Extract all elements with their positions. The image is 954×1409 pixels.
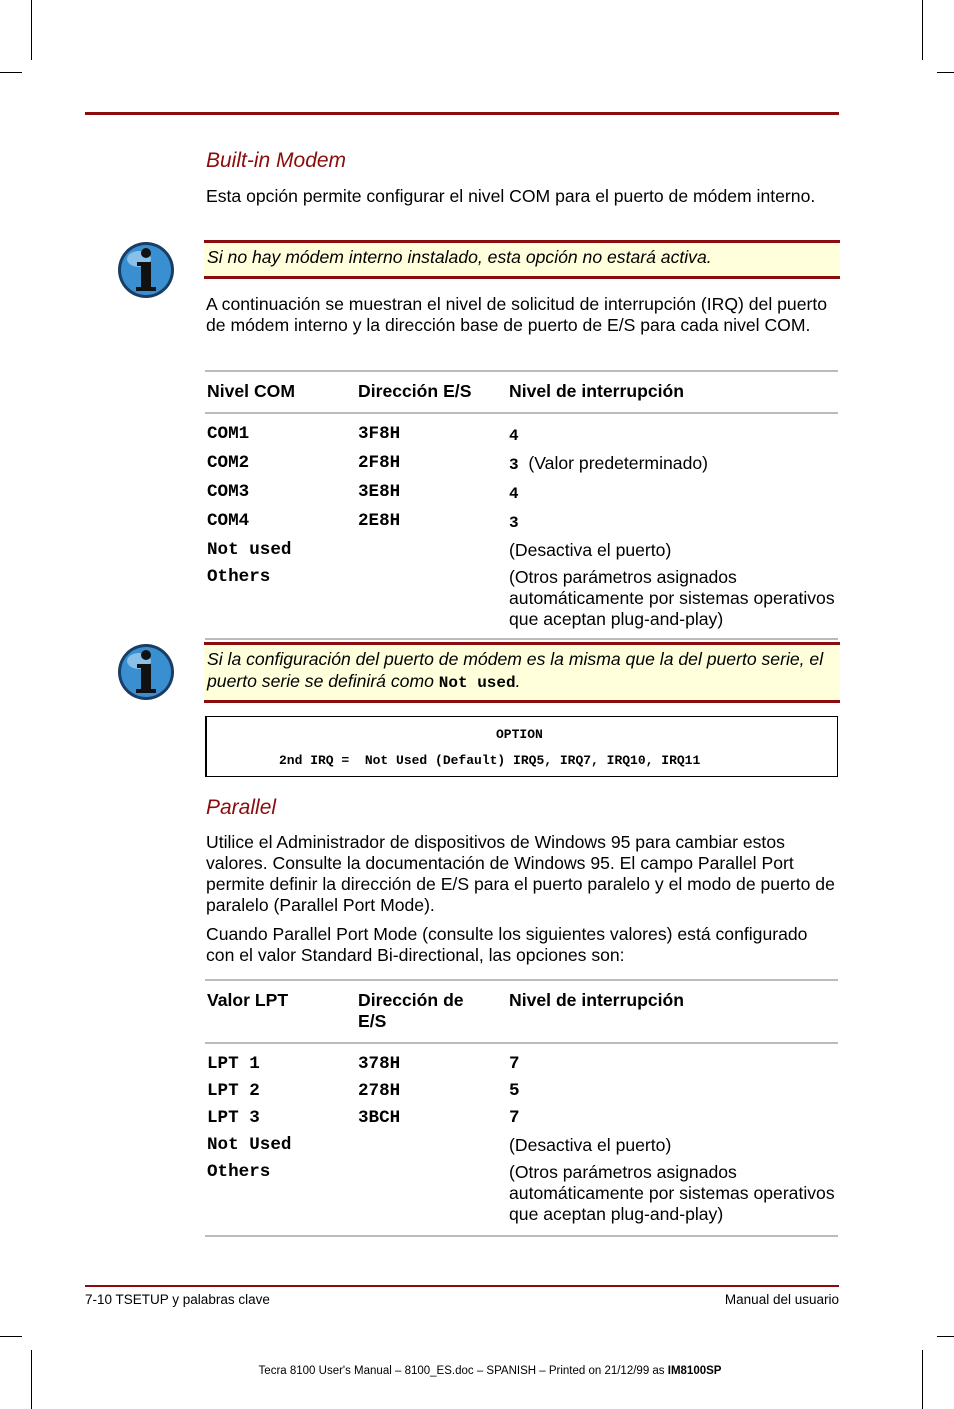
lpt-value: LPT 3 (207, 1108, 260, 1128)
footer-rule (85, 1285, 839, 1287)
irq-value: 3 (509, 514, 519, 532)
crop-mark (922, 1350, 923, 1409)
irq-cell (507, 450, 838, 479)
io-address (356, 1159, 507, 1236)
crop-mark (0, 1336, 22, 1337)
irq-note: (Desactiva el puerto) (509, 1135, 672, 1155)
io-address: 2E8H (358, 511, 401, 531)
note-end: . (515, 670, 521, 691)
table-row (205, 508, 838, 537)
table-header-row (205, 371, 838, 413)
table-row (205, 413, 838, 450)
irq-note: (Otros parámetros asignados automáticamente por sistemas operativos que aceptan plug-and-play) (509, 1162, 835, 1224)
irq-cell (507, 479, 838, 508)
option-title: OPTION (496, 727, 543, 742)
com-level: COM2 (207, 453, 250, 473)
column-header: Valor LPT (207, 990, 289, 1010)
lpt-value: LPT 2 (207, 1081, 260, 1101)
note-text: Si la configuración del puerto de módem es la misma que la del puerto serie, el puerto serie se definirá como (207, 649, 824, 691)
info-icon (117, 643, 175, 701)
crop-mark (31, 0, 32, 60)
io-address: 3E8H (358, 482, 401, 502)
table-row (205, 564, 838, 639)
io-address: 378H (358, 1054, 401, 1074)
com-level: COM3 (207, 482, 250, 502)
com-level: Others (207, 567, 271, 587)
table-row (205, 1078, 838, 1105)
footer-page-label: 7-10 TSETUP y palabras clave (85, 1292, 270, 1307)
column-header: Nivel COM (207, 381, 295, 401)
io-address (356, 1132, 507, 1159)
section-heading-modem: Built-in Modem (206, 149, 347, 172)
irq-value: 4 (509, 427, 519, 445)
info-icon (117, 241, 175, 299)
note-text: Si no hay módem interno instalado, esta opción no estará activa. (207, 247, 712, 267)
note-no-modem (204, 240, 840, 279)
print-info-text: Tecra 8100 User's Manual – 8100_ES.doc – SPANISH – Printed on 21/12/99 as (258, 1365, 668, 1377)
crop-mark (31, 1350, 32, 1409)
lpt-value: LPT 1 (207, 1054, 260, 1074)
io-address (356, 537, 507, 564)
column-header: Nivel de interrupción (509, 990, 684, 1010)
footer-manual-title: Manual del usuario (724, 1292, 839, 1307)
lpt-value: Not Used (207, 1135, 292, 1155)
irq-value: 7 (509, 1054, 520, 1074)
crop-mark (0, 72, 22, 73)
irq-value: 7 (509, 1108, 520, 1128)
io-address: 3BCH (358, 1108, 401, 1128)
option-line: 2nd IRQ = Not Used (Default) IRQ5, IRQ7, IRQ10, IRQ11 (279, 753, 701, 768)
irq-note: (Valor predeterminado) (528, 453, 708, 473)
irq-value: 5 (509, 1081, 520, 1101)
table-row (205, 1159, 838, 1236)
com-level: COM1 (207, 424, 250, 444)
table-row (205, 537, 838, 564)
io-address: 278H (358, 1081, 401, 1101)
table-row (205, 450, 838, 479)
option-code-box (205, 716, 838, 777)
lpt-value: Others (207, 1162, 271, 1182)
parallel-paragraph-1: Utilice el Administrador de dispositivos de Windows 95 para cambiar estos valores. Consulte la documentación de Windows 95. El campo Parallel Port permite definir la dirección de E/S para el puerto paralelo y el modo de puerto de paralelo (Parallel Port Mode). (206, 832, 835, 915)
column-header: Nivel de interrupción (509, 381, 684, 401)
irq-value: 3 (509, 456, 519, 474)
table-row (205, 479, 838, 508)
crop-mark (937, 1336, 954, 1337)
io-address (356, 564, 507, 639)
irq-note: (Otros parámetros asignados automáticamente por sistemas operativos que aceptan plug-and-play) (509, 567, 835, 629)
table-row (205, 1132, 838, 1159)
com-level: Not used (207, 540, 292, 560)
crop-mark (922, 0, 923, 60)
modem-irq-paragraph: A continuación se muestran el nivel de solicitud de interrupción (IRQ) del puerto de módem interno y la dirección base de puerto de E/S para cada nivel COM. (206, 294, 828, 335)
table-row (205, 1043, 838, 1078)
column-header: Dirección E/S (358, 381, 472, 401)
parallel-paragraph-2: Cuando Parallel Port Mode (consulte los siguientes valores) está configurado con el valor Standard Bi-directional, las opciones son: (206, 924, 808, 965)
note-mono-value: Not used (438, 673, 516, 692)
modem-intro: Esta opción permite configurar el nivel COM para el puerto de módem interno. (206, 186, 816, 206)
table-row (205, 1105, 838, 1132)
irq-cell (507, 413, 838, 450)
irq-value: 4 (509, 485, 519, 503)
section-heading-parallel: Parallel (206, 796, 277, 819)
print-code: IM8100SP (667, 1365, 722, 1377)
note-serial-port (204, 642, 840, 703)
irq-note: (Desactiva el puerto) (509, 540, 672, 560)
com-table (205, 370, 838, 640)
header-rule (85, 112, 839, 115)
lpt-table (205, 979, 838, 1237)
io-address: 2F8H (358, 453, 401, 473)
io-address: 3F8H (358, 424, 401, 444)
print-info (220, 1365, 760, 1377)
table-header-row (205, 980, 838, 1043)
com-level: COM4 (207, 511, 250, 531)
crop-mark (937, 72, 954, 73)
irq-cell (507, 508, 838, 537)
column-header: Dirección de E/S (358, 990, 464, 1031)
